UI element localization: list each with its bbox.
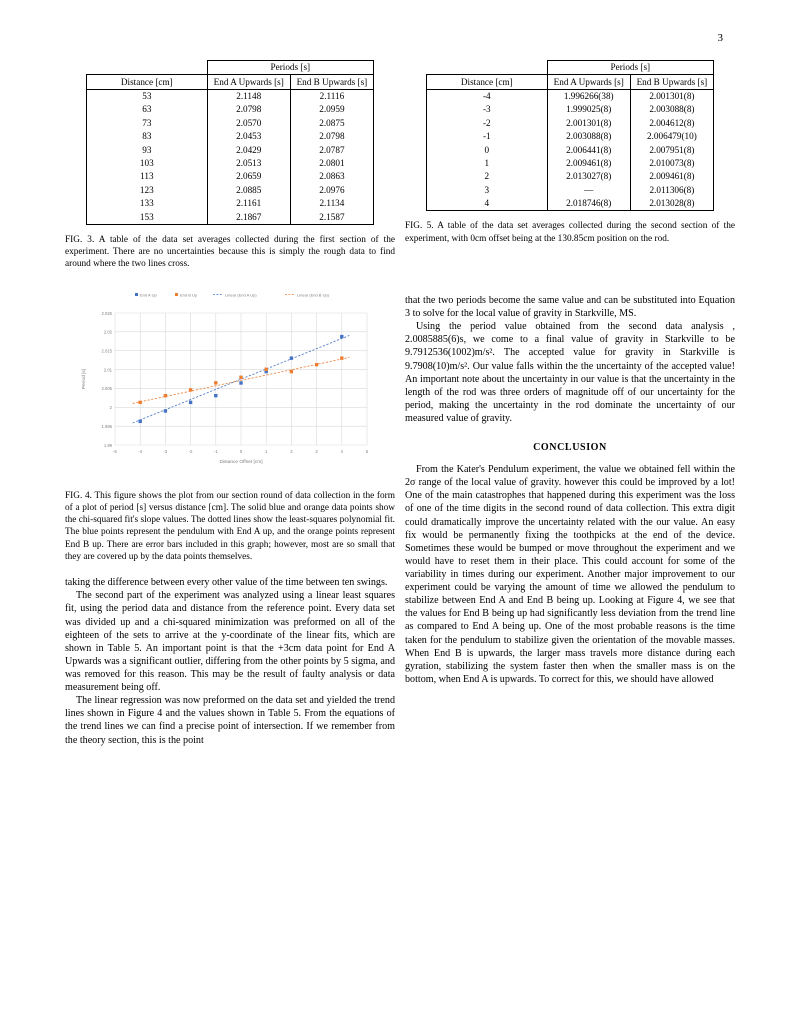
y-tick-label: 2.025 <box>101 310 112 316</box>
table-cell: 2.009461(8) <box>630 170 713 183</box>
data-point <box>214 394 217 397</box>
table-cell: 3 <box>427 184 548 197</box>
table-header-group-row <box>87 61 374 75</box>
table-header-row <box>427 75 714 89</box>
table-fig5-wrapper <box>405 60 735 211</box>
table-cell: 2.1867 <box>207 210 290 224</box>
table-header-periods: Periods [s] <box>547 61 713 75</box>
table-fig5 <box>426 60 714 211</box>
table-cell: 2.011306(8) <box>630 184 713 197</box>
table-row <box>427 197 714 211</box>
y-tick-label: 2.01 <box>103 367 112 373</box>
legend-label: End B Up <box>180 292 198 298</box>
paragraph-right-1: that the two periods become the same value and can be substituted into Equation 3 to solve for the local value of gravity in Starkville, MS. <box>405 295 735 320</box>
table-cell: 2 <box>427 170 548 183</box>
data-point <box>340 335 343 338</box>
table-cell: 2.0863 <box>290 170 373 183</box>
table-cell: 4 <box>427 197 548 211</box>
x-tick-label: 5 <box>365 448 369 454</box>
table-row <box>427 103 714 116</box>
x-tick-label: 3 <box>315 448 318 454</box>
table-cell: 2.1148 <box>207 89 290 103</box>
paragraph-left-1: taking the difference between every other value of the time between ten swings. <box>65 577 388 589</box>
table-cell: 2.0798 <box>207 103 290 116</box>
y-tick-label: 1.995 <box>101 423 112 429</box>
table-cell: 2.0787 <box>290 143 373 156</box>
table-cell: 73 <box>87 117 208 130</box>
x-tick-label: -3 <box>163 448 168 454</box>
left-column <box>65 60 395 747</box>
right-body-text <box>405 294 735 686</box>
table-fig3-wrapper <box>65 60 395 225</box>
table-cell: 93 <box>87 143 208 156</box>
paragraph-conclusion-1: From the Kater's Pendulum experiment, the value we obtained fell within the 2σ range of the local value of gravity. however this could be improved by a lot! One of the main catastrophes that happened during this experiment was the loss of one of the time digits in the second round of data collection. This extra digit could dramatically improve the uncertainty related with the our value. An easy fix would be permanently fixing the toothpicks at the end of the device. Sometimes these would be bumped or move throughout the experiment and we would have to reset them in their place. This could account for some of the variability in times during our experiment. Another major improvement to our experiment could be varying the amount of time we allowed the pendulum to stabilize between End A and End B being up. Looking at Figure 4, we see that the values for End B being up had significantly less deviation from the trend line as compared to End A being up. One of the most probable reasons is the time taken for the pendulum to stabilize given the orientation of the movable masses. When End B is upwards, the larger mass travels more distance during each gyration, stabilizing the system faster then when the smaller mass is on the bottom, when End A is upwards. To correct for this, we should have allowed <box>405 464 735 685</box>
x-tick-label: 2 <box>290 448 293 454</box>
table-row <box>427 143 714 156</box>
paragraph-right-2: Using the period value obtained from the second data analysis , 2.0085885(6)s, we come to a final value of gravity in Starkville to be 9.7912536(1002)m/s². The accepted value for gravity in Starkville is 9.7908(10)m/s². Our value falls within the the uncertainty of the accepted value! An important note about the uncertainty in our value is that the uncertainty in the length of the rod was three orders of magnitude off of our uncertainty for the period, making the uncertainty in the rod dominate the uncertainty of our measured value of gravity. <box>405 321 735 424</box>
paragraph-left-2: The second part of the experiment was analyzed using a linear least squares fit, using the period data and distance from the reference point. Every data set was divided up and a chi-squared minimization was preformed on all of the eighteen of the sets to arrive at the y-coordinate of the linear fits, which are shown in Table 5. An important point is that the +3cm data point for End A Upwards was a significant outlier, differing from the other points by 5 sigma, and was removed for this reason. This may be the result of faulty analysis or data measurement being off. <box>65 590 395 694</box>
col-header-end-a: End A Upwards [s] <box>207 75 290 89</box>
chart-grid <box>115 313 367 445</box>
legend-marker <box>175 293 178 296</box>
chart-svg <box>75 285 379 481</box>
caption-fig3: FIG. 3. A table of the data set averages collected during the first section of the experiment. There are no uncertainties because this is simply the rough data to find around where the two lines cross. <box>65 234 395 270</box>
table-cell: 2.006441(8) <box>547 143 630 156</box>
table-cell: 2.009461(8) <box>547 157 630 170</box>
data-point <box>164 394 167 397</box>
table-cell: 0 <box>427 143 548 156</box>
table-cell: 2.013027(8) <box>547 170 630 183</box>
data-point <box>340 356 343 359</box>
data-point <box>315 363 318 366</box>
table-header-row <box>87 75 374 89</box>
table-row <box>87 197 374 210</box>
table-fig3 <box>86 60 374 225</box>
x-tick-label: 1 <box>265 448 268 454</box>
data-point <box>265 367 268 370</box>
table-fig3-body <box>87 89 374 224</box>
table-header-blank <box>427 61 548 75</box>
table-cell: 2.001301(8) <box>547 117 630 130</box>
table-cell: -3 <box>427 103 548 116</box>
x-tick-label: -4 <box>138 448 143 454</box>
table-row <box>87 170 374 183</box>
table-cell: 2.0885 <box>207 184 290 197</box>
table-cell: 2.0801 <box>290 157 373 170</box>
data-point <box>139 419 142 422</box>
table-cell: 153 <box>87 210 208 224</box>
table-cell: -1 <box>427 130 548 143</box>
chart-legend <box>135 292 330 297</box>
x-tick-label: -1 <box>213 448 218 454</box>
table-cell: 2.1116 <box>290 89 373 103</box>
table-cell: 1 <box>427 157 548 170</box>
table-cell: 2.1161 <box>207 197 290 210</box>
data-point <box>214 381 217 384</box>
figure-4-chart <box>75 285 379 481</box>
col-header-end-b: End B Upwards [s] <box>290 75 373 89</box>
legend-label: Linear (End B Up) <box>297 292 330 298</box>
table-row <box>87 130 374 143</box>
table-cell: 103 <box>87 157 208 170</box>
x-tick-label: -2 <box>188 448 193 454</box>
table-cell: 123 <box>87 184 208 197</box>
table-cell: 2.004612(8) <box>630 117 713 130</box>
table-cell: 1.996266(38) <box>547 89 630 103</box>
data-point <box>290 356 293 359</box>
table-row <box>87 89 374 103</box>
table-cell: 2.0976 <box>290 184 373 197</box>
data-point <box>239 375 242 378</box>
legend-label: Linear (End A Up) <box>225 292 257 298</box>
chart-axis-labels <box>81 310 369 464</box>
table-cell: 1.999025(8) <box>547 103 630 116</box>
table-cell: 53 <box>87 89 208 103</box>
y-tick-label: 2.02 <box>103 329 112 335</box>
data-point <box>189 400 192 403</box>
data-point <box>239 381 242 384</box>
table-cell: 2.006479(10) <box>630 130 713 143</box>
col-header-end-a: End A Upwards [s] <box>547 75 630 89</box>
table-header-group-row <box>427 61 714 75</box>
data-point <box>139 400 142 403</box>
table-row <box>427 184 714 197</box>
table-row <box>87 117 374 130</box>
caption-fig5: FIG. 5. A table of the data set averages collected during the second section of the experiment, with 0cm offset being at the 130.85cm position on the rod. <box>405 221 735 244</box>
x-axis-title: Distance Offset [cm] <box>219 459 263 465</box>
table-cell: 2.0570 <box>207 117 290 130</box>
y-tick-label: 2.005 <box>101 385 112 391</box>
y-tick-label: 1.99 <box>103 442 112 448</box>
table-cell: 2.0429 <box>207 143 290 156</box>
table-cell: 113 <box>87 170 208 183</box>
table-cell: 2.0453 <box>207 130 290 143</box>
data-point <box>290 370 293 373</box>
caption-fig4: FIG. 4. This figure shows the plot from our section round of data collection in the form of a plot of period [s] versus distance [cm]. The solid blue and orange data points show the chi-squared fit's slope values. The dotted lines show the least-squares polynomial fit. The blue points represent the pendulum with End A up, and the orange points represent End B up. There are error bars included in this graph; however, most are so small that they are covered up by the data points themselves. <box>65 490 395 562</box>
table-fig5-head <box>427 61 714 90</box>
table-cell: 2.1587 <box>290 210 373 224</box>
left-body-text <box>65 576 395 746</box>
y-tick-label: 2 <box>109 404 112 410</box>
table-cell: 2.007951(8) <box>630 143 713 156</box>
table-row <box>427 117 714 130</box>
table-cell: 2.1134 <box>290 197 373 210</box>
data-point <box>189 388 192 391</box>
data-point <box>164 409 167 412</box>
table-row <box>87 143 374 156</box>
right-column <box>405 60 735 686</box>
x-tick-label: 0 <box>239 448 243 454</box>
paragraph-left-3: The linear regression was now preformed on the data set and yielded the trend lines shown in Figure 4 and the values shown in Table 5. From the equations of the trend lines we can find a precise point of intersection. If we remember from the theory section, this is the point <box>65 695 395 746</box>
table-cell: -2 <box>427 117 548 130</box>
legend-marker <box>135 293 138 296</box>
table-cell: 63 <box>87 103 208 116</box>
table-cell: 83 <box>87 130 208 143</box>
table-row <box>427 170 714 183</box>
table-cell: 2.0513 <box>207 157 290 170</box>
table-cell: -4 <box>427 89 548 103</box>
table-cell: 2.0798 <box>290 130 373 143</box>
table-cell: 2.0659 <box>207 170 290 183</box>
x-tick-label: 4 <box>340 448 343 454</box>
y-tick-label: 2.015 <box>101 348 112 354</box>
table-row <box>87 210 374 224</box>
table-row <box>87 157 374 170</box>
table-cell: 2.001301(8) <box>630 89 713 103</box>
page-number: 3 <box>717 32 723 44</box>
x-tick-label: -5 <box>113 448 117 454</box>
col-header-distance: Distance [cm] <box>87 75 208 89</box>
table-header-blank <box>87 61 208 75</box>
table-fig5-body <box>427 89 714 211</box>
col-header-distance: Distance [cm] <box>427 75 548 89</box>
table-cell: 2.0959 <box>290 103 373 116</box>
table-row <box>427 157 714 170</box>
table-cell: 2.013028(8) <box>630 197 713 211</box>
table-row <box>87 184 374 197</box>
table-cell: 2.018746(8) <box>547 197 630 211</box>
legend-label: End A Up <box>140 292 157 298</box>
table-header-periods: Periods [s] <box>207 61 373 75</box>
table-cell: 2.003088(8) <box>547 130 630 143</box>
table-row <box>87 103 374 116</box>
table-cell: 133 <box>87 197 208 210</box>
y-axis-title: Period [s] <box>82 368 87 389</box>
table-row <box>427 89 714 103</box>
table-cell: 2.0875 <box>290 117 373 130</box>
table-cell: — <box>547 184 630 197</box>
table-row <box>427 130 714 143</box>
table-cell: 2.003088(8) <box>630 103 713 116</box>
table-fig3-head <box>87 61 374 90</box>
section-heading-conclusion: CONCLUSION <box>533 442 607 454</box>
col-header-end-b: End B Upwards [s] <box>630 75 713 89</box>
table-cell: 2.010073(8) <box>630 157 713 170</box>
